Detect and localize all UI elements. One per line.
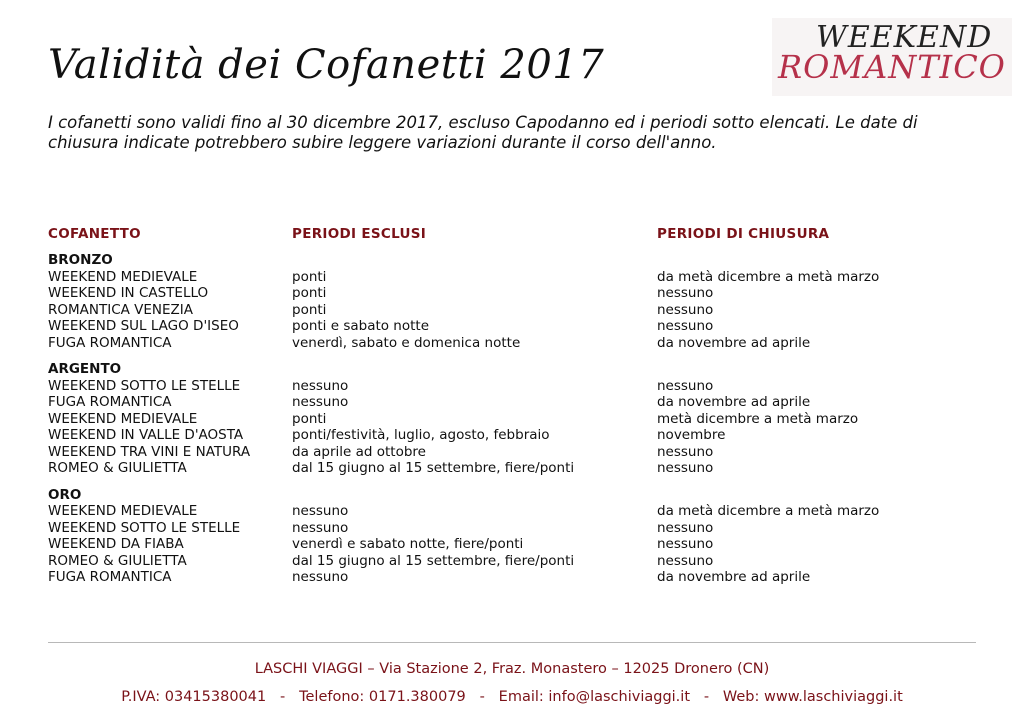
table-row — [48, 553, 978, 570]
cell-periodi-esclusi: nessuno — [292, 503, 349, 519]
cell-cofanetto: WEEKEND SOTTO LE STELLE — [48, 519, 241, 536]
cell-periodi-chiusura: da metà dicembre a metà marzo — [657, 503, 880, 519]
cell-cofanetto: ROMEO & GIULIETTA — [48, 552, 187, 569]
group-title: ORO — [48, 486, 82, 503]
cell-cofanetto: WEEKEND IN CASTELLO — [48, 285, 209, 301]
table-row — [48, 378, 978, 395]
cofanetti-table — [48, 252, 978, 596]
footer-divider — [48, 642, 976, 643]
table-row — [48, 427, 978, 444]
group-argento — [48, 361, 978, 477]
group-title: BRONZO — [48, 252, 113, 268]
table-row — [48, 444, 978, 461]
cell-periodi-esclusi: ponti — [292, 301, 327, 318]
cell-periodi-esclusi: nessuno — [292, 394, 349, 410]
header-cofanetto: COFANETTO — [48, 226, 141, 242]
cell-periodi-esclusi: ponti e sabato notte — [292, 318, 430, 334]
cell-periodi-chiusura: da metà dicembre a metà marzo — [657, 268, 880, 285]
cell-periodi-chiusura: nessuno — [657, 519, 714, 536]
table-row — [48, 503, 978, 520]
brand-logo — [772, 18, 1012, 96]
table-row — [48, 394, 978, 411]
cell-cofanetto: WEEKEND DA FIABA — [48, 536, 184, 552]
group-oro — [48, 487, 978, 586]
table-row — [48, 335, 978, 352]
cell-cofanetto: WEEKEND MEDIEVALE — [48, 268, 198, 285]
cell-cofanetto: FUGA ROMANTICA — [48, 334, 172, 351]
cell-periodi-chiusura: nessuno — [657, 285, 714, 301]
cell-periodi-chiusura: metà dicembre a metà marzo — [657, 410, 859, 427]
cell-cofanetto: WEEKEND SUL LAGO D'ISEO — [48, 318, 239, 334]
table-row — [48, 536, 978, 553]
cell-cofanetto: ROMANTICA VENEZIA — [48, 301, 194, 318]
footer-contacts: P.IVA: 03415380041 - Telefono: 0171.380079 - Email: info@laschiviaggi.it - Web: www.laschiviaggi.it — [121, 689, 903, 705]
page-title: Validità dei Cofanetti 2017 — [48, 42, 605, 88]
table-row — [48, 411, 978, 428]
cell-periodi-chiusura: nessuno — [657, 460, 714, 476]
cell-periodi-esclusi: ponti/festività, luglio, agosto, febbraio — [292, 427, 550, 443]
group-title: ARGENTO — [48, 361, 122, 377]
cell-periodi-esclusi: ponti — [292, 285, 327, 301]
cell-cofanetto: WEEKEND IN VALLE D'AOSTA — [48, 427, 244, 443]
table-row — [48, 520, 978, 537]
cell-periodi-chiusura: nessuno — [657, 536, 714, 552]
group-bronzo — [48, 252, 978, 351]
header-periodi-chiusura: PERIODI DI CHIUSURA — [657, 226, 830, 242]
cell-cofanetto: ROMEO & GIULIETTA — [48, 460, 187, 476]
cell-periodi-esclusi: dal 15 giugno al 15 settembre, fiere/ponti — [292, 552, 575, 569]
cell-periodi-esclusi: ponti — [292, 268, 327, 285]
logo-line-romantico: ROMANTICO — [778, 48, 1006, 86]
cell-periodi-chiusura: novembre — [657, 427, 726, 443]
table-row — [48, 569, 978, 586]
cell-cofanetto: FUGA ROMANTICA — [48, 394, 172, 410]
cell-periodi-chiusura: nessuno — [657, 443, 714, 460]
cell-periodi-esclusi: venerdì e sabato notte, fiere/ponti — [292, 536, 524, 552]
cell-periodi-chiusura: nessuno — [657, 552, 714, 569]
header-periodi-esclusi: PERIODI ESCLUSI — [292, 226, 427, 242]
cell-periodi-esclusi: dal 15 giugno al 15 settembre, fiere/ponti — [292, 460, 575, 476]
cell-periodi-chiusura: nessuno — [657, 301, 714, 318]
cell-periodi-chiusura: nessuno — [657, 377, 714, 394]
cell-periodi-chiusura: nessuno — [657, 318, 714, 334]
cell-cofanetto: FUGA ROMANTICA — [48, 569, 172, 585]
table-row — [48, 302, 978, 319]
cell-periodi-chiusura: da novembre ad aprile — [657, 334, 811, 351]
cell-periodi-esclusi: nessuno — [292, 519, 349, 536]
cell-cofanetto: WEEKEND SOTTO LE STELLE — [48, 377, 241, 394]
table-row — [48, 460, 978, 477]
cell-cofanetto: WEEKEND MEDIEVALE — [48, 410, 198, 427]
cell-periodi-esclusi: venerdì, sabato e domenica notte — [292, 334, 521, 351]
cell-periodi-chiusura: da novembre ad aprile — [657, 569, 811, 585]
cell-cofanetto: WEEKEND TRA VINI E NATURA — [48, 443, 251, 460]
cell-periodi-chiusura: da novembre ad aprile — [657, 394, 811, 410]
table-row — [48, 318, 978, 335]
cell-periodi-esclusi: da aprile ad ottobre — [292, 443, 426, 460]
cell-periodi-esclusi: ponti — [292, 410, 327, 427]
footer-address: LASCHI VIAGGI – Via Stazione 2, Fraz. Monastero – 12025 Dronero (CN) — [254, 661, 770, 677]
table-row — [48, 269, 978, 286]
cell-periodi-esclusi: nessuno — [292, 569, 349, 585]
intro-paragraph: I cofanetti sono validi fino al 30 dicembre 2017, escluso Capodanno ed i periodi sotto elencati. Le date di chiusura indicate potrebbero subire leggere variazioni durante il corso dell'anno. — [48, 113, 918, 152]
cell-periodi-esclusi: nessuno — [292, 377, 349, 394]
logo-line-weekend: WEEKEND — [816, 20, 993, 55]
cell-cofanetto: WEEKEND MEDIEVALE — [48, 503, 198, 519]
table-row — [48, 285, 978, 302]
